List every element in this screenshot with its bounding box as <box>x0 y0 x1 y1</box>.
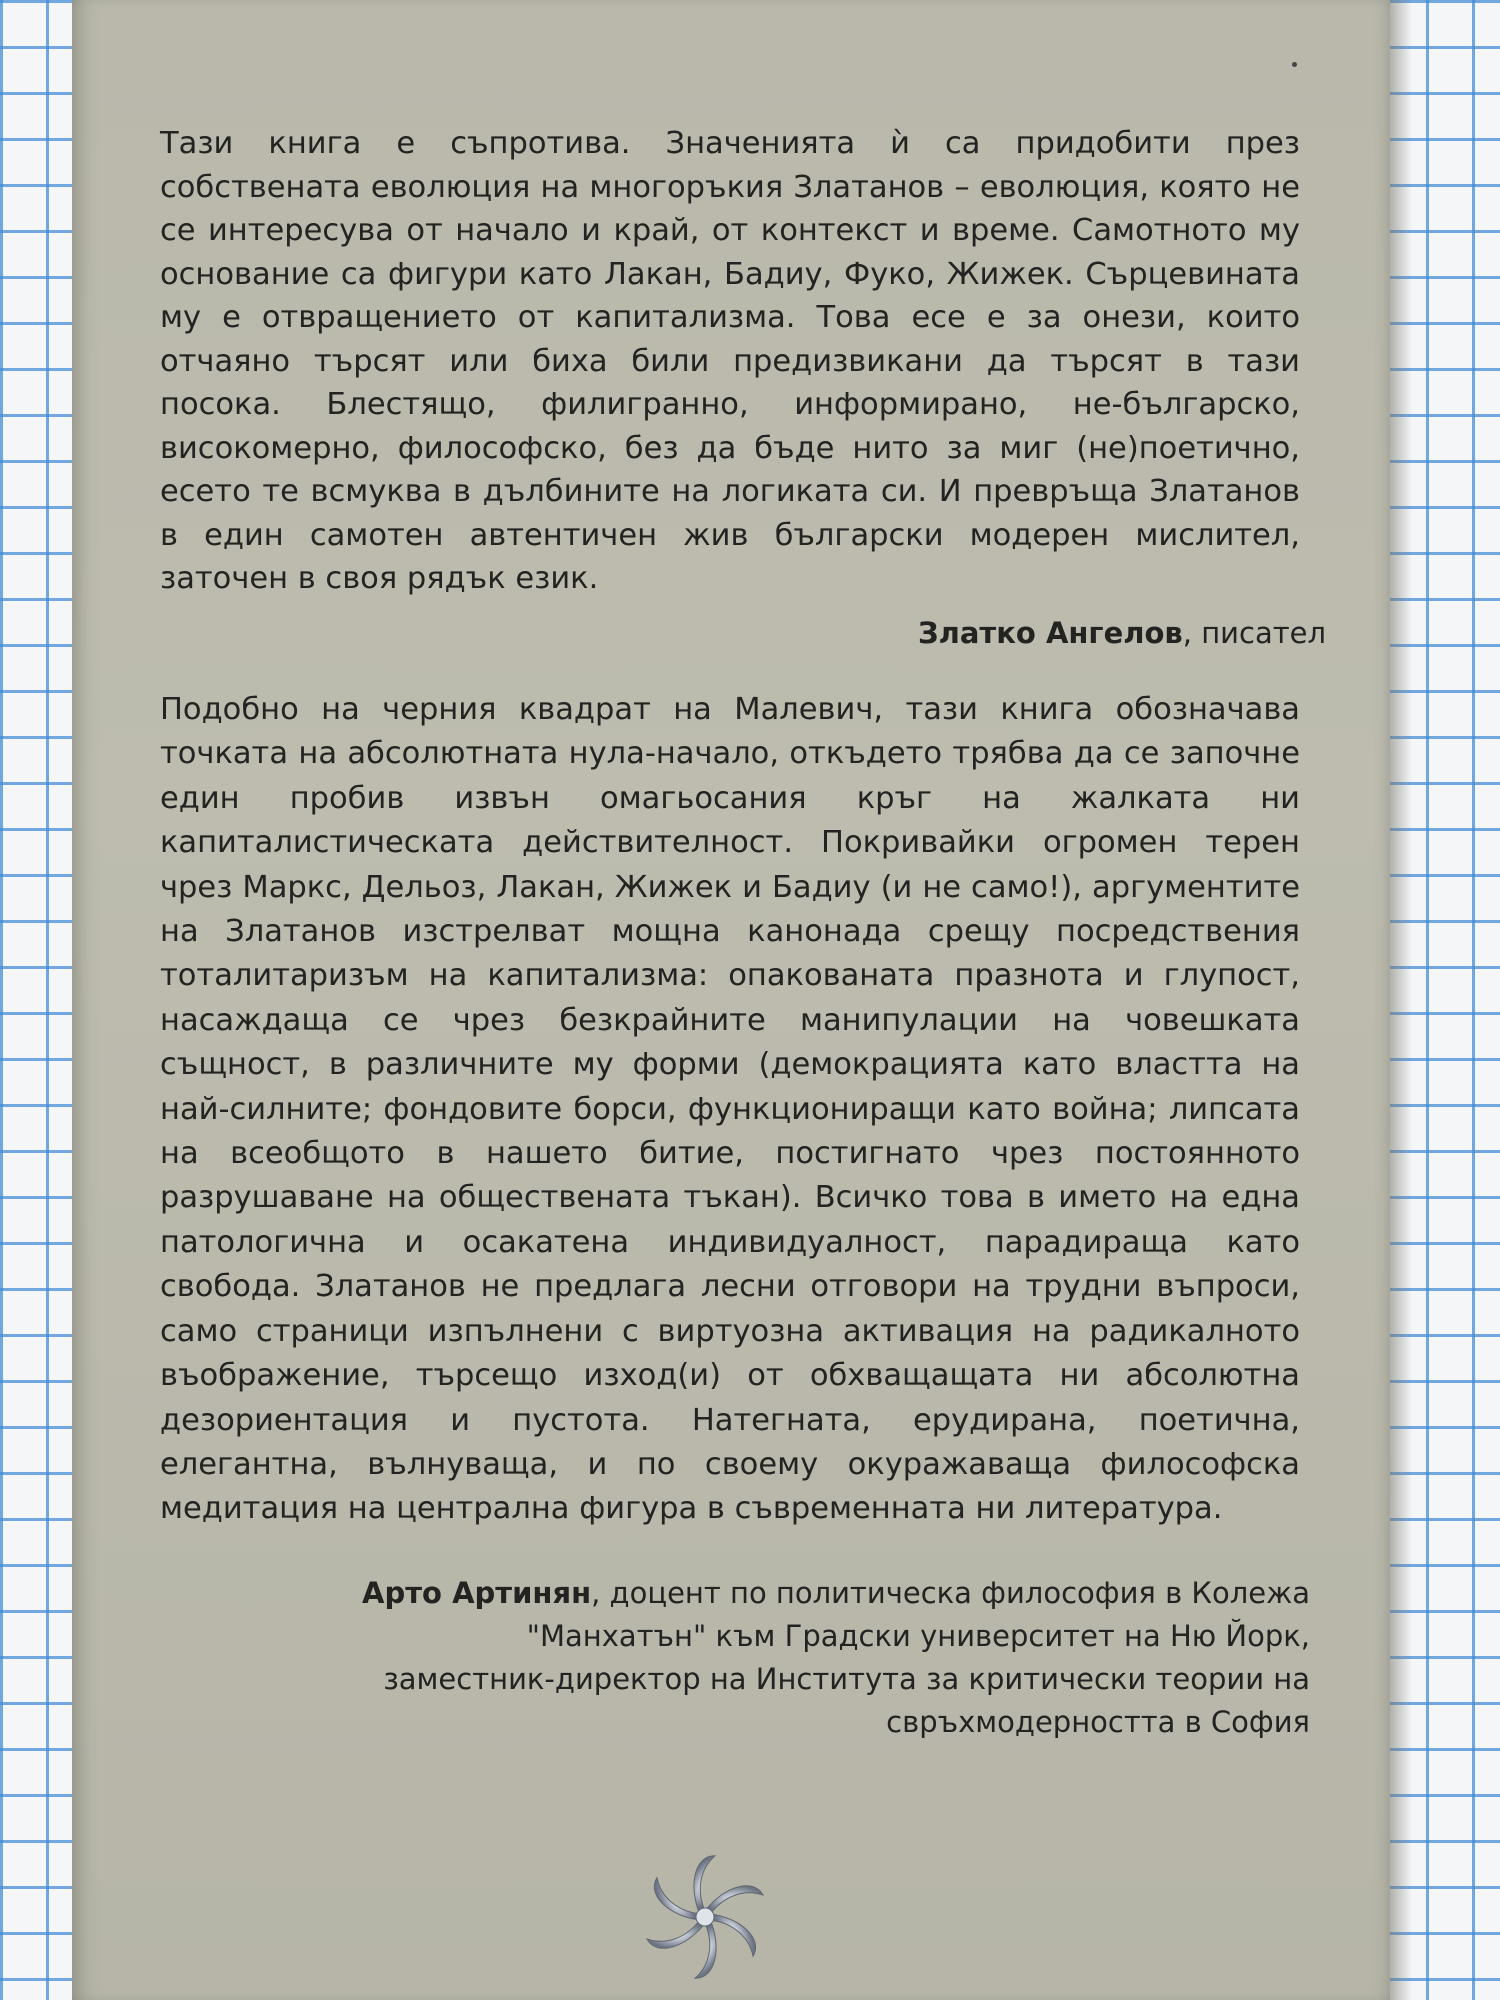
book-back-cover <box>72 0 1390 2000</box>
attribution-2-line-1 <box>310 1572 1310 1615</box>
attribution-role-2-part-4: свръхмодерността в София <box>886 1705 1310 1739</box>
spiral-swirl-icon <box>640 1852 770 1982</box>
attribution-author-1: Златко Ангелов <box>918 616 1183 650</box>
page-edge-shadow <box>1390 0 1412 2000</box>
blurb-paragraph-1: Тази книга е съпротива. Значенията ѝ са придобити през собствената еволюция на многоръкия Златанов – еволюция, която не се интересува от начало и край, от контекст и време. Самотното му основание са фигури като Лакан, Бадиу, Фуко, Жижек. Сърцевината му е отвращението от капитализма. Това есе е за онези, които отчаяно търсят или биха били предизвикани да търсят в тази посока. Блестящо, филигранно, информирано, не-българско, високомерно, философско, без да бъде нито за миг (не)поетично, есето те всмуква в дълбините на логиката си. И превръща Златанов в един самотен автентичен жив български модерен мислител, заточен в своя рядък език. <box>160 126 1300 596</box>
attribution-role-1: , писател <box>1182 616 1326 650</box>
attribution-author-2: Арто Артинян <box>362 1576 592 1610</box>
print-speck <box>1292 62 1297 67</box>
attribution-role-2-part-1: , доцент по политическа философия в Колежа <box>591 1576 1310 1610</box>
attribution-role-2-part-3: заместник-директор на Института за критически теории на <box>383 1662 1310 1696</box>
attribution-role-2-part-2: "Манхатън" към Градски университет на Ню Йорк, <box>526 1619 1310 1653</box>
blurb-attribution-1 <box>426 612 1326 654</box>
blurb-attribution-2 <box>310 1572 1310 1744</box>
blurb-paragraph-2: Подобно на черния квадрат на Малевич, тази книга обозначава точката на абсолютната нула-начало, откъдето трябва да се започне един пробив извън омагьосания кръг на жалката ни капиталистическата действителност. Покривайки огромен терен чрез Маркс, Дельоз, Лакан, Жижек и Бадиу (и не само!), аргументите на Златанов изстрелват мощна канонада срещу посредствения тоталитаризъм на капитализма: опакованата празнота и глупост, насаждаща се чрез безкрайните манипулации на човешката същност, в различните му форми (демокрацията като властта на най-силните; фондовите борси, функциониращи като война; липсата на всеобщото в нашето битие, постигнато чрез постоянното разрушаване на обществената тъкан). Всичко това в името на една патологична и осакатена индивидуалност, парадираща като свобода. Златанов не предлага лесни отговори на трудни въпроси, само страници изпълнени с виртуозна активация на радикалното въображение, търсещо изход(и) от обхващащата ни абсолютна дезориентация и пустота. Натегната, ерудирана, поетична, елегантна, вълнуваща, и по своему окуражаваща философска медитация на централна фигура в съвременната ни литература. <box>160 692 1300 1527</box>
